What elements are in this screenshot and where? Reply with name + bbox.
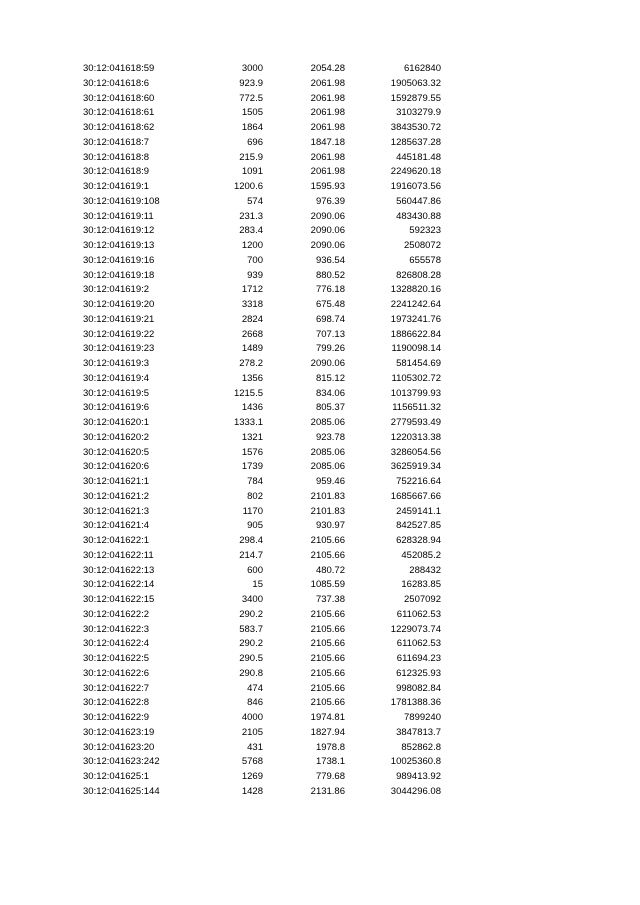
table-row: [83, 623, 441, 638]
cadastral-number-cell: 30:12:041619:13: [83, 240, 155, 251]
cadastral-number-cell: 30:12:041619:16: [83, 254, 155, 266]
cadastral-number-cell: 30:12:041619:11: [83, 210, 154, 222]
value-cell: 1328820.16: [390, 284, 441, 296]
value-cell: 1685667.66: [390, 490, 441, 502]
rate-cell: 480.72: [315, 564, 345, 576]
table-row: [83, 224, 441, 239]
area-cell: 2668: [241, 328, 263, 340]
area-cell: 802: [247, 490, 263, 502]
area-cell: 784: [247, 476, 263, 487]
table-row: [83, 151, 441, 166]
value-cell: 1973241.76: [390, 313, 441, 325]
data-table-body: [83, 62, 441, 800]
value-cell: 3843530.72: [390, 122, 441, 133]
cadastral-number-cell: 30:12:041619:12: [83, 225, 155, 237]
area-cell: 2824: [241, 313, 263, 325]
cadastral-number-cell: 30:12:041619:23: [83, 343, 155, 355]
rate-cell: 2101.83: [310, 505, 345, 517]
value-cell: 483430.88: [396, 210, 441, 222]
value-cell: 842527.85: [396, 520, 441, 532]
value-cell: 1592879.55: [390, 92, 441, 104]
cadastral-number-cell: 30:12:041618:8: [83, 151, 150, 163]
cadastral-number-cell: 30:12:041619:5: [83, 387, 150, 399]
table-row: [83, 136, 441, 151]
area-cell: 215.9: [239, 151, 263, 163]
rate-cell: 936.54: [315, 254, 345, 266]
rate-cell: 2085.06: [310, 461, 345, 473]
cadastral-number-cell: 30:12:041618:61: [83, 107, 155, 119]
rate-cell: 805.37: [315, 402, 345, 414]
table-row: [83, 726, 441, 741]
rate-cell: 1827.94: [310, 726, 345, 738]
area-cell: 1215.5: [233, 387, 263, 399]
cadastral-number-cell: 30:12:041621:1: [83, 476, 150, 487]
rate-cell: 737.38: [315, 594, 345, 605]
area-cell: 298.4: [239, 535, 263, 546]
value-cell: 1886622.84: [390, 328, 441, 340]
table-row: [83, 652, 441, 667]
area-cell: 474: [247, 682, 263, 694]
cadastral-number-cell: 30:12:041622:14: [83, 579, 155, 591]
area-cell: 214.7: [239, 549, 263, 561]
value-cell: 1013799.93: [390, 387, 441, 399]
cadastral-number-cell: 30:12:041619:2: [83, 284, 150, 296]
table-row: [83, 593, 441, 608]
cadastral-number-cell: 30:12:041622:13: [83, 564, 155, 576]
area-cell: 3000: [241, 63, 263, 74]
rate-cell: 834.06: [315, 387, 345, 399]
area-cell: 15: [252, 579, 263, 591]
area-cell: 1864: [241, 122, 263, 133]
cadastral-number-cell: 30:12:041622:8: [83, 697, 150, 709]
cadastral-number-cell: 30:12:041625:144: [83, 785, 160, 797]
value-cell: 445181.48: [396, 151, 441, 163]
value-cell: 989413.92: [396, 771, 441, 782]
area-cell: 3318: [241, 299, 263, 310]
rate-cell: 707.13: [315, 328, 345, 340]
rate-cell: 1738.1: [315, 756, 345, 768]
cadastral-number-cell: 30:12:041620:1: [83, 417, 150, 428]
table-row: [83, 195, 441, 210]
rate-cell: 2105.66: [310, 638, 345, 650]
value-cell: 628328.94: [396, 535, 441, 546]
value-cell: 3044296.08: [390, 785, 441, 797]
cadastral-number-cell: 30:12:041622:4: [83, 638, 150, 650]
area-cell: 278.2: [239, 358, 263, 369]
table-row: [83, 121, 441, 136]
cadastral-number-cell: 30:12:041621:3: [83, 505, 150, 517]
rate-cell: 1085.59: [310, 579, 345, 591]
area-cell: 231.3: [239, 210, 263, 222]
cadastral-number-cell: 30:12:041622:15: [83, 594, 155, 605]
cadastral-number-cell: 30:12:041618:6: [83, 77, 150, 89]
area-cell: 431: [247, 741, 263, 753]
table-row: [83, 372, 441, 387]
cadastral-number-cell: 30:12:041622:9: [83, 712, 150, 723]
table-row: [83, 505, 441, 520]
rate-cell: 1847.18: [310, 136, 345, 148]
value-cell: 2507092: [404, 594, 441, 605]
area-cell: 1428: [241, 785, 263, 797]
rate-cell: 2131.86: [310, 785, 345, 797]
table-row: [83, 401, 441, 416]
rate-cell: 2090.06: [310, 358, 345, 369]
value-cell: 1156511.32: [392, 402, 441, 414]
cadastral-number-cell: 30:12:041619:6: [83, 402, 150, 414]
rate-cell: 2105.66: [310, 697, 345, 709]
table-row: [83, 785, 441, 800]
area-cell: 1505: [241, 107, 263, 119]
area-cell: 1712: [241, 284, 263, 296]
table-row: [83, 608, 441, 623]
area-cell: 290.5: [239, 653, 263, 664]
cadastral-number-cell: 30:12:041623:242: [83, 756, 160, 768]
cadastral-number-cell: 30:12:041619:3: [83, 358, 150, 369]
cadastral-number-cell: 30:12:041619:4: [83, 372, 150, 384]
table-row: [83, 283, 441, 298]
value-cell: 1916073.56: [390, 181, 441, 192]
value-cell: 6162840: [404, 63, 441, 74]
rate-cell: 2061.98: [310, 166, 345, 178]
cadastral-number-cell: 30:12:041620:6: [83, 461, 150, 473]
table-row: [83, 239, 441, 254]
table-row: [83, 460, 441, 475]
cadastral-number-cell: 30:12:041621:4: [83, 520, 150, 532]
table-row: [83, 416, 441, 431]
cadastral-number-cell: 30:12:041623:19: [83, 726, 155, 738]
value-cell: 3625919.34: [390, 461, 441, 473]
rate-cell: 2061.98: [310, 122, 345, 133]
value-cell: 7899240: [404, 712, 441, 723]
rate-cell: 930.97: [315, 520, 345, 532]
area-cell: 772.5: [239, 92, 263, 104]
rate-cell: 698.74: [315, 313, 345, 325]
area-cell: 2105: [241, 726, 263, 738]
cadastral-number-cell: 30:12:041622:3: [83, 623, 150, 635]
area-cell: 939: [247, 269, 263, 281]
value-cell: 2779593.49: [390, 417, 441, 428]
table-row: [83, 446, 441, 461]
table-row: [83, 254, 441, 269]
area-cell: 1200.6: [233, 181, 263, 192]
rate-cell: 2105.66: [310, 682, 345, 694]
table-row: [83, 637, 441, 652]
table-row: [83, 165, 441, 180]
value-cell: 1229073.74: [390, 623, 441, 635]
rate-cell: 2105.66: [310, 549, 345, 561]
rate-cell: 2085.06: [310, 446, 345, 458]
cadastral-number-cell: 30:12:041622:11: [83, 549, 154, 561]
area-cell: 846: [247, 697, 263, 709]
table-row: [83, 755, 441, 770]
rate-cell: 2061.98: [310, 107, 345, 119]
table-row: [83, 210, 441, 225]
rate-cell: 2105.66: [310, 667, 345, 679]
cadastral-number-cell: 30:12:041622:2: [83, 608, 150, 620]
value-cell: 10025360.8: [390, 756, 441, 768]
rate-cell: 2101.83: [310, 490, 345, 502]
rate-cell: 2061.98: [310, 151, 345, 163]
table-row: [83, 578, 441, 593]
table-row: [83, 77, 441, 92]
value-cell: 1105302.72: [391, 372, 441, 384]
area-cell: 923.9: [239, 77, 263, 89]
area-cell: 1269: [241, 771, 263, 782]
value-cell: 3847813.7: [396, 726, 441, 738]
cadastral-number-cell: 30:12:041619:21: [83, 313, 155, 325]
cadastral-number-cell: 30:12:041619:18: [83, 269, 155, 281]
rate-cell: 2061.98: [310, 92, 345, 104]
cadastral-number-cell: 30:12:041623:20: [83, 741, 155, 753]
table-row: [83, 490, 441, 505]
area-cell: 583.7: [239, 623, 263, 635]
value-cell: 1190098.14: [391, 343, 441, 355]
area-cell: 1356: [241, 372, 263, 384]
rate-cell: 2054.28: [310, 63, 345, 74]
area-cell: 290.8: [239, 667, 263, 679]
value-cell: 2508072: [404, 240, 441, 251]
table-row: [83, 92, 441, 107]
table-row: [83, 357, 441, 372]
table-row: [83, 741, 441, 756]
value-cell: 581454.69: [396, 358, 441, 369]
value-cell: 592323: [409, 225, 441, 237]
cadastral-number-cell: 30:12:041625:1: [83, 771, 150, 782]
rate-cell: 2061.98: [310, 77, 345, 89]
table-row: [83, 62, 441, 77]
value-cell: 998082.84: [396, 682, 441, 694]
value-cell: 3103279.9: [396, 107, 441, 119]
area-cell: 3400: [241, 594, 263, 605]
cadastral-number-cell: 30:12:041619:1: [83, 181, 150, 192]
area-cell: 1333.1: [233, 417, 263, 428]
cadastral-number-cell: 30:12:041622:1: [83, 535, 150, 546]
cadastral-number-cell: 30:12:041620:2: [83, 431, 150, 443]
table-row: [83, 106, 441, 121]
area-cell: 283.4: [239, 225, 263, 237]
value-cell: 752216.64: [396, 476, 441, 487]
value-cell: 611062.53: [396, 638, 441, 650]
rate-cell: 779.68: [315, 771, 345, 782]
value-cell: 1781388.36: [390, 697, 441, 709]
table-row: [83, 682, 441, 697]
table-row: [83, 387, 441, 402]
rate-cell: 923.78: [315, 431, 345, 443]
cadastral-number-cell: 30:12:041618:62: [83, 122, 155, 133]
rate-cell: 959.46: [315, 476, 345, 487]
area-cell: 5768: [241, 756, 263, 768]
rate-cell: 2090.06: [310, 225, 345, 237]
table-row: [83, 475, 441, 490]
area-cell: 1321: [241, 431, 263, 443]
cadastral-number-cell: 30:12:041621:2: [83, 490, 150, 502]
area-cell: 700: [247, 254, 263, 266]
rate-cell: 1974.81: [310, 712, 345, 723]
cadastral-number-cell: 30:12:041619:108: [83, 195, 160, 207]
value-cell: 612325.93: [396, 667, 441, 679]
value-cell: 655578: [409, 254, 441, 266]
rate-cell: 2105.66: [310, 535, 345, 546]
rate-cell: 1978.8: [315, 741, 345, 753]
rate-cell: 776.18: [315, 284, 345, 296]
table-row: [83, 342, 441, 357]
table-row: [83, 711, 441, 726]
cadastral-number-cell: 30:12:041619:22: [83, 328, 155, 340]
rate-cell: 2105.66: [310, 653, 345, 664]
area-cell: 290.2: [239, 638, 263, 650]
cadastral-number-cell: 30:12:041622:7: [83, 682, 150, 694]
area-cell: 1576: [241, 446, 263, 458]
area-cell: 574: [247, 195, 263, 207]
value-cell: 1285637.28: [390, 136, 441, 148]
value-cell: 2249620.18: [390, 166, 441, 178]
rate-cell: 1595.93: [310, 181, 345, 192]
value-cell: 2459141.1: [396, 505, 441, 517]
value-cell: 1905063.32: [390, 77, 441, 89]
table-row: [83, 313, 441, 328]
table-row: [83, 770, 441, 785]
table-row: [83, 534, 441, 549]
cadastral-number-cell: 30:12:041618:59: [83, 63, 155, 74]
area-cell: 1739: [241, 461, 263, 473]
area-cell: 290.2: [239, 608, 263, 620]
table-row: [83, 519, 441, 534]
rate-cell: 675.48: [315, 299, 345, 310]
value-cell: 2241242.64: [390, 299, 441, 310]
table-row: [83, 180, 441, 195]
cadastral-number-cell: 30:12:041620:5: [83, 446, 150, 458]
table-row: [83, 328, 441, 343]
value-cell: 826808.28: [396, 269, 441, 281]
area-cell: 905: [247, 520, 263, 532]
rate-cell: 2105.66: [310, 623, 345, 635]
rate-cell: 2105.66: [310, 608, 345, 620]
cadastral-number-cell: 30:12:041622:6: [83, 667, 150, 679]
value-cell: 852862.8: [401, 741, 441, 753]
table-row: [83, 667, 441, 682]
area-cell: 1436: [241, 402, 263, 414]
area-cell: 4000: [241, 712, 263, 723]
value-cell: 16283.85: [401, 579, 441, 591]
cadastral-number-cell: 30:12:041618:60: [83, 92, 155, 104]
value-cell: 1220313.38: [390, 431, 441, 443]
table-row: [83, 431, 441, 446]
area-cell: 696: [247, 136, 263, 148]
area-cell: 1489: [241, 343, 263, 355]
cadastral-number-cell: 30:12:041618:7: [83, 136, 150, 148]
cadastral-number-cell: 30:12:041619:20: [83, 299, 155, 310]
table-row: [83, 269, 441, 284]
area-cell: 1200: [241, 240, 263, 251]
rate-cell: 815.12: [315, 372, 345, 384]
rate-cell: 2085.06: [310, 417, 345, 428]
rate-cell: 2090.06: [310, 210, 345, 222]
value-cell: 288432: [409, 564, 441, 576]
rate-cell: 799.26: [315, 343, 345, 355]
rate-cell: 2090.06: [310, 240, 345, 251]
area-cell: 1091: [241, 166, 263, 178]
table-row: [83, 564, 441, 579]
cadastral-number-cell: 30:12:041622:5: [83, 653, 150, 664]
value-cell: 452085.2: [401, 549, 441, 561]
area-cell: 1170: [242, 505, 263, 517]
data-table: [83, 62, 441, 800]
rate-cell: 880.52: [315, 269, 345, 281]
table-row: [83, 298, 441, 313]
cadastral-number-cell: 30:12:041618:9: [83, 166, 150, 178]
value-cell: 3286054.56: [390, 446, 441, 458]
value-cell: 560447.86: [396, 195, 441, 207]
area-cell: 600: [247, 564, 263, 576]
rate-cell: 976.39: [315, 195, 345, 207]
table-row: [83, 549, 441, 564]
table-row: [83, 696, 441, 711]
value-cell: 611062.53: [396, 608, 441, 620]
value-cell: 611694.23: [396, 653, 441, 664]
